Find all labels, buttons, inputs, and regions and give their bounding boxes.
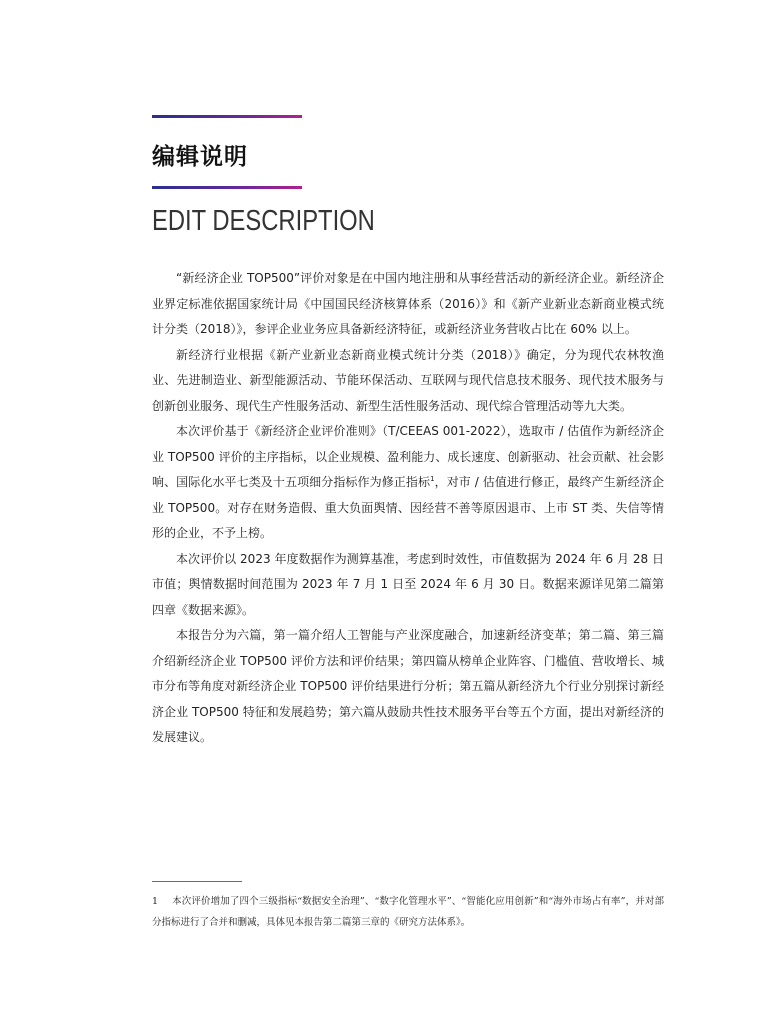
footnote-divider — [152, 881, 242, 882]
paragraph-1: “新经济企业 TOP500”评价对象是在中国内地注册和从事经营活动的新经济企业。新经济企业界定标准依据国家统计局《中国国民经济核算体系（2016）》和《新产业新业态新商业模式统计分类（2018）》，参评企业业务应具备新经济特征，或新经济业务营收占比在 60% 以上。 — [152, 271, 664, 336]
footnote-text: 本次评价增加了四个三级指标“数据安全治理”、“数字化管理水平”、“智能化应用创新”和“海外市场占有率”，并对部分指标进行了合并和删减，具体见本报告第二篇第三章的《研究方法体系》。 — [152, 896, 664, 928]
paragraph-4: 本次评价以 2023 年度数据作为测算基准，考虑到时效性，市值数据为 2024 年 6 月 28 日市值；舆情数据时间范围为 2023 年 7 月 1 日至 2024 年 6 月 30 日。数据来源详见第二篇第四章《数据来源》。 — [152, 551, 664, 617]
page-subtitle-english: EDIT DESCRIPTION — [152, 205, 375, 237]
paragraph-2: 新经济行业根据《新产业新业态新商业模式统计分类（2018）》确定，分为现代农林牧渔业、先进制造业、新型能源活动、节能环保活动、互联网与现代信息技术服务、现代技术服务与创新创业服务、现代生产性服务活动、新型生活性服务活动、现代综合管理活动等九大类。 — [152, 347, 664, 413]
body-text — [152, 266, 664, 751]
paragraph-5: 本报告分为六篇，第一篇介绍人工智能与产业深度融合，加速新经济变革；第二篇、第三篇介绍新经济企业 TOP500 评价方法和评价结果；第四篇从榜单企业阵容、门槛值、营收增长、城市分布等角度对新经济企业 TOP500 评价结果进行分析；第五篇从新经济九个行业分别探讨新经济企业 TOP500 特征和发展趋势；第六篇从鼓励共性技术服务平台等五个方面，提出对新经济的发展建议。 — [152, 628, 664, 744]
page-title: 编辑说明 — [152, 144, 248, 170]
paragraph-3 — [152, 419, 664, 547]
paragraph-3-part-1: 本次评价基于《新经济企业评价准则》（T/CEEAS 001-2022），选取市 / 估值作为新经济企业 TOP500 评价的主序指标，以企业规模、盈利能力、成长速度、创新驱动、社会贡献、社会影响、国际化水平七类及十五项细分指标作为修正指标 — [152, 424, 664, 489]
footnote-reference: 1 — [430, 475, 435, 483]
heading-accent-rule-bottom — [152, 186, 302, 189]
paragraph-3-part-2: ，对市 / 估值进行修正，最终产生新经济企业 TOP500。对存在财务造假、重大负面舆情、因经营不善等原因退市、上市 ST 类、失信等情形的企业，不予上榜。 — [152, 475, 664, 540]
footnote — [152, 891, 664, 933]
heading-accent-rule-top — [152, 115, 302, 118]
footnote-number: 1 — [152, 896, 159, 907]
